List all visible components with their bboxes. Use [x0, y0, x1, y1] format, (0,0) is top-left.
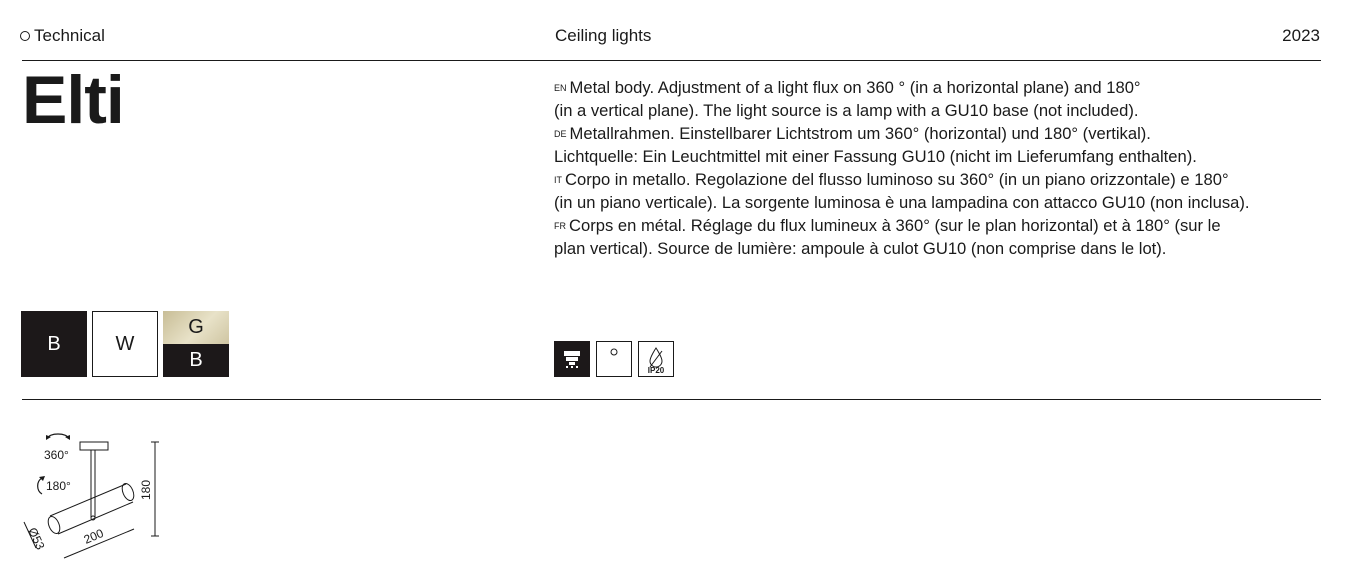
rotation-vertical-label: 180°: [46, 479, 71, 493]
rotation-horizontal-label: 360°: [44, 448, 69, 462]
feature-icons: [554, 341, 674, 377]
ip-rating-icon: [638, 341, 674, 377]
swatch-white: W: [92, 311, 158, 377]
category-label: Ceiling lights: [555, 26, 652, 45]
description-it: $^{IT}$ Corpo in metallo. Regolazione del flusso luminoso su 360° (in un piano orizzontale) e 180° (in un piano verticale). La sorgente luminosa è una lampadina con attacco GU10 (non inclusa).: [554, 170, 1250, 212]
swatch-gold-black: [163, 311, 229, 377]
description-fr: $^{FR}$ Corps en métal. Réglage du flux lumineux à 360° (sur le plan horizontal) et à 180° (sur le plan vertical). Source de lumière: ampoule à culot GU10 (non comprise dans le lot).: [554, 216, 1221, 258]
circle-icon: [20, 31, 30, 41]
section-text: Technical: [34, 26, 105, 45]
description-de: $^{DE}$ Metallrahmen. Einstellbarer Lichtstrom um 360° (horizontal) und 180° (vertikal). Lichtquelle: Ein Leuchtmittel mit einer Fassung GU10 (nicht im Lieferumfang enthalten).: [554, 124, 1197, 166]
ceiling-mount-icon: [554, 341, 590, 377]
rotate-horizontal-arrow-icon: [48, 434, 68, 438]
top-divider: [22, 60, 1321, 61]
swatch-black: B: [21, 311, 87, 377]
product-title: Elti: [22, 62, 124, 138]
product-dimension-drawing: [18, 428, 168, 568]
diameter-label: Ø53: [25, 525, 48, 552]
ip-rating-text: IP20: [647, 366, 665, 375]
lamp-type-icon: [596, 341, 632, 377]
length-label: 200: [81, 526, 106, 547]
rotate-vertical-arrow-icon: [38, 478, 42, 494]
description-en: $^{EN}$ Metal body. Adjustment of a light flux on 360 ° (in a horizontal plane) and 180° (in a vertical plane). The light source is a lamp with a GU10 base (not included).: [554, 78, 1141, 120]
color-swatches: [21, 311, 229, 377]
year-label: 2023: [1282, 26, 1320, 45]
height-label: 180: [139, 479, 153, 500]
swatch-gold-part: G: [163, 311, 229, 344]
section-label: [20, 26, 105, 46]
bottom-divider: [22, 399, 1321, 400]
product-description: [554, 76, 1334, 260]
swatch-black-part: B: [163, 344, 229, 377]
